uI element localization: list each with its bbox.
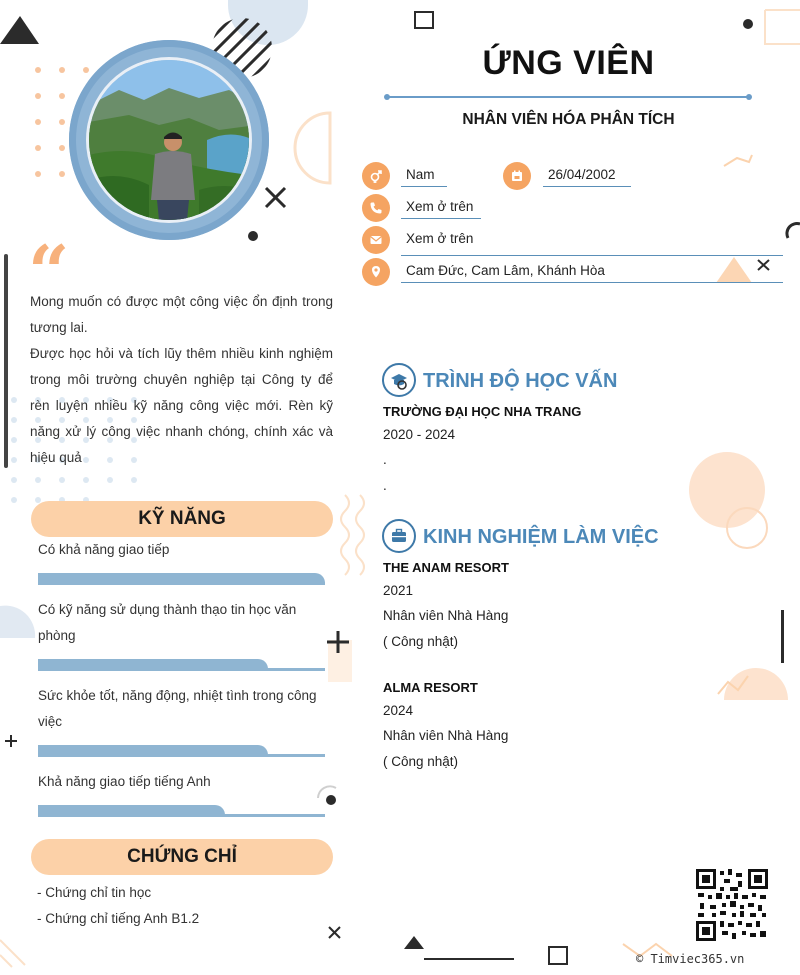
experience-heading: KINH NGHIỆM LÀM VIỆC [423,526,659,548]
job-year: 2024 [383,703,414,718]
skill-bar [38,745,325,757]
job-year: 2021 [383,583,414,598]
email-icon [362,226,390,254]
education-school: TRƯỜNG ĐẠI HỌC NHA TRANG [383,404,582,419]
phone-field: Xem ở trên [401,195,481,219]
location-icon [362,258,390,286]
skill-label: Khả năng giao tiếp tiếng Anh [38,774,211,789]
profile-photo-frame [69,40,269,240]
birthdate-field: 26/04/2002 [543,163,631,187]
profile-photo [89,60,249,220]
briefcase-icon [382,519,416,553]
job-role: Nhân viên Nhà Hàng [383,728,509,743]
name-divider [386,96,750,98]
objective-paragraph: Được học hỏi và tích lũy thêm nhiều kinh nghiệm trong môi trường chuyên nghiệp tại Công ty để rèn luyện nhiều kỹ năng công việc mới. Rèn kỹ năng xử lý công việc nhanh chóng, chính xác và hiệu quả [30,346,333,465]
career-objective [30,289,333,471]
job-role: Nhân viên Nhà Hàng [383,608,509,623]
candidate-name: ỨNG VIÊN [482,44,655,82]
skill-bar [38,573,325,585]
email-field: Xem ở trên [406,231,474,246]
skill-label: Sức khỏe tốt, năng động, nhiệt tình trong công việc [38,688,317,729]
gender-icon [362,162,390,190]
quote-icon: “ [28,229,70,314]
email-underline [401,255,783,256]
job-company: THE ANAM RESORT [383,560,509,575]
footer-credit: © Timviec365.vn [636,952,745,966]
skill-label: Có khả năng giao tiếp [38,542,170,557]
graduation-cap-icon [382,363,416,397]
education-detail: . [383,478,387,493]
job-note: ( Công nhật) [383,754,459,769]
certificates-heading: CHỨNG CHỈ [31,839,333,875]
objective-paragraph: Mong muốn có được một công việc ổn định trong tương lai. [30,294,333,335]
calendar-icon [503,162,531,190]
gender-field: Nam [401,163,447,187]
certificate-item: - Chứng chỉ tin học [37,885,152,900]
candidate-position: NHÂN VIÊN HÓA PHÂN TÍCH [462,111,675,128]
address-field: Cam Đức, Cam Lâm, Khánh Hòa [401,259,783,283]
education-detail: . [383,452,387,467]
job-company: ALMA RESORT [383,680,478,695]
objective-side-bar [4,254,8,468]
certificate-item: - Chứng chỉ tiếng Anh B1.2 [37,911,200,926]
skill-bar [38,659,325,671]
skills-heading: KỸ NĂNG [31,501,333,537]
job-note: ( Công nhật) [383,634,459,649]
skill-label: Có kỹ năng sử dụng thành thạo tin học văn phòng [38,602,297,643]
education-heading: TRÌNH ĐỘ HỌC VẤN [423,370,618,392]
education-years: 2020 - 2024 [383,427,456,442]
skill-bar [38,805,325,817]
phone-icon [362,194,390,222]
qr-code [696,869,768,941]
